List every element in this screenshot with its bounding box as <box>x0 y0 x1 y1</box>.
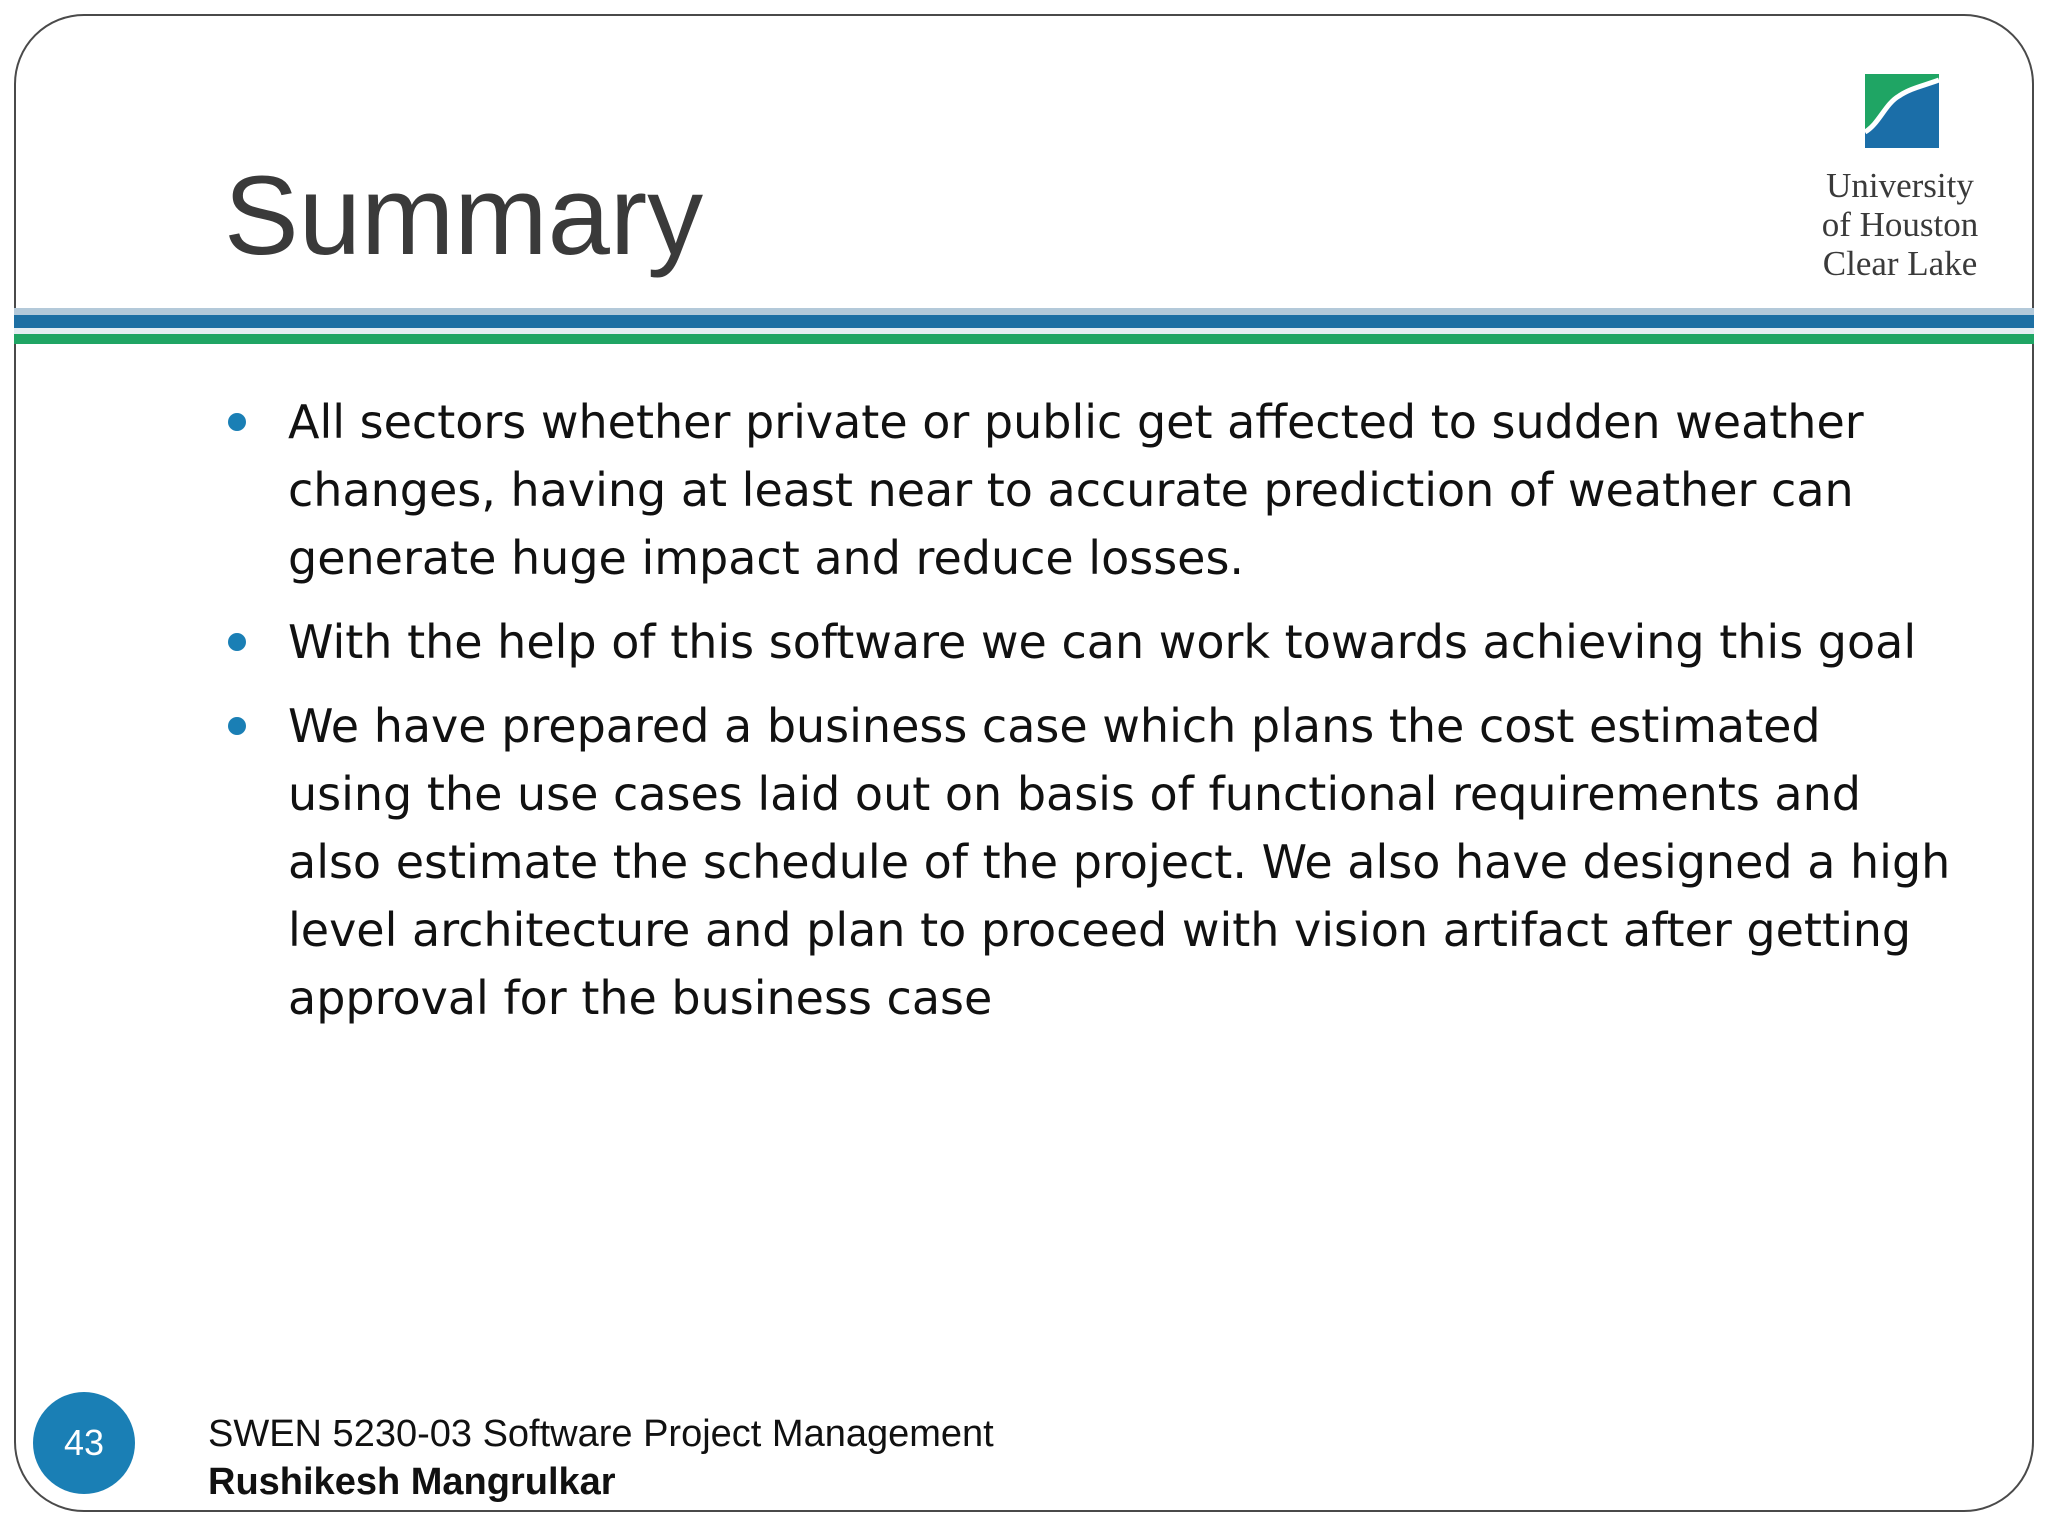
bullet-list <box>224 388 1954 1048</box>
slide-footer <box>208 1410 994 1506</box>
header-band-green <box>14 334 2034 344</box>
logo-wordmark <box>1810 166 1990 283</box>
bullet-text: We have prepared a business case which plans the cost estimated using the use cases laid out on basis of functional requirements and also estimate the schedule of the project. We also have designed a high level architecture and plan to proceed with vision artifact after getting approval for the business case <box>288 699 1951 1025</box>
bullet-dot-icon <box>228 413 246 431</box>
logo-line: of Houston <box>1821 205 1979 244</box>
uhcl-wave-logo-icon <box>1865 74 1939 148</box>
bullet-text: With the help of this software we can work towards achieving this goal <box>288 615 1917 669</box>
footer-course: SWEN 5230-03 Software Project Management <box>208 1413 994 1455</box>
university-logo <box>1810 74 1990 294</box>
bullet-item <box>224 692 1954 1032</box>
slide-title: Summary <box>224 153 704 278</box>
bullet-item <box>224 608 1954 676</box>
bullet-dot-icon <box>228 633 246 651</box>
logo-line: University <box>1826 166 1974 205</box>
bullet-text: All sectors whether private or public get affected to sudden weather changes, having at least near to accurate prediction of weather can generate huge impact and reduce losses. <box>288 395 1864 585</box>
bullet-dot-icon <box>228 717 246 735</box>
logo-line: Clear Lake <box>1822 244 1978 283</box>
bullet-item <box>224 388 1954 592</box>
footer-author: Rushikesh Mangrulkar <box>208 1461 616 1503</box>
header-band-light <box>14 308 2034 315</box>
header-band-blue <box>14 315 2034 328</box>
slide-number-badge: 43 <box>33 1392 135 1494</box>
